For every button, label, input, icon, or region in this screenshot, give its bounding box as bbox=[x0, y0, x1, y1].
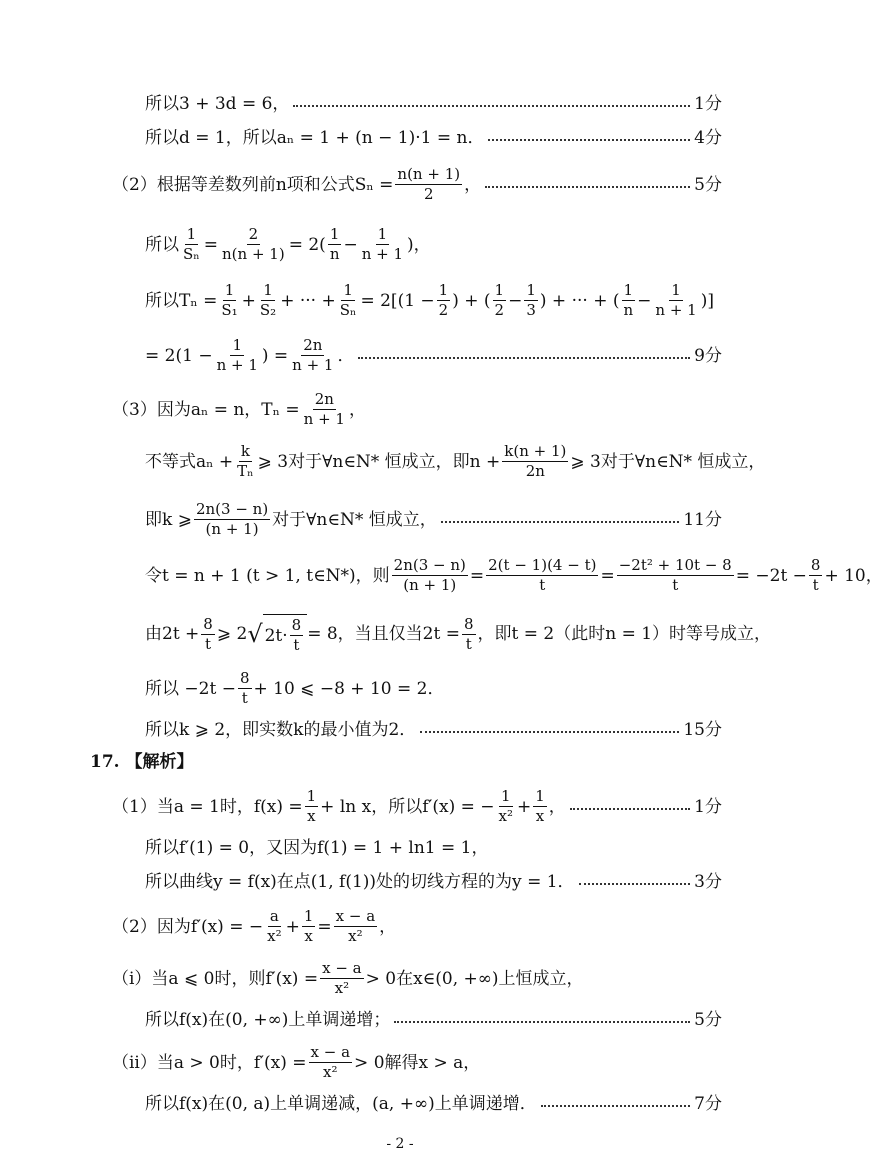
line-text: + ln x，所以f′(x) = − bbox=[320, 796, 495, 817]
solution-line bbox=[112, 166, 722, 204]
fraction bbox=[258, 282, 278, 320]
fraction bbox=[290, 337, 335, 375]
line-text: 所以f(x)在(0, a)上单调递减，(a, +∞)上单调递增． bbox=[145, 1094, 537, 1114]
line-text: ) + ( bbox=[452, 290, 491, 311]
square-root bbox=[247, 614, 307, 655]
line-text: − bbox=[508, 290, 523, 311]
fraction-numerator: 8 bbox=[201, 616, 215, 635]
line-text: ) + ··· + ( bbox=[539, 290, 620, 311]
fraction-denominator: t bbox=[672, 576, 679, 595]
fraction-numerator: 1 bbox=[302, 908, 316, 927]
fraction-denominator: (n + 1) bbox=[205, 520, 259, 539]
fraction-denominator: n + 1 bbox=[292, 356, 334, 375]
leader-dots bbox=[579, 883, 691, 885]
leader-dots bbox=[358, 357, 690, 359]
fraction-denominator: Sₙ bbox=[339, 301, 357, 320]
fraction-denominator: t bbox=[205, 634, 212, 653]
solution-line bbox=[145, 872, 722, 892]
line-text: （2）根据等差数列前n项和公式Sₙ = bbox=[112, 174, 394, 195]
line-text: 17. 【解析】 bbox=[90, 752, 194, 772]
leader-dots bbox=[441, 521, 680, 523]
fraction-numerator: x − a bbox=[320, 960, 364, 979]
solution-line bbox=[145, 557, 883, 595]
line-text: = bbox=[469, 565, 485, 586]
solution-line bbox=[145, 720, 722, 740]
solution-line bbox=[145, 337, 722, 375]
fraction-numerator: 8 bbox=[462, 616, 476, 635]
fraction bbox=[497, 788, 515, 826]
fraction-numerator: 1 bbox=[230, 337, 244, 356]
fraction bbox=[533, 788, 547, 826]
solution-line bbox=[145, 838, 488, 858]
line-text: ⩾ 2 bbox=[216, 624, 248, 645]
fraction bbox=[437, 282, 451, 320]
fraction-numerator: 1 bbox=[185, 226, 199, 245]
fraction bbox=[219, 282, 239, 320]
solution-line bbox=[145, 614, 771, 655]
line-text: + 10， bbox=[824, 565, 883, 586]
fraction-denominator: x² bbox=[498, 807, 513, 826]
solution-line bbox=[145, 443, 765, 481]
fraction-denominator: 3 bbox=[526, 301, 536, 320]
fraction-denominator: x² bbox=[267, 927, 282, 946]
fraction-numerator: 1 bbox=[499, 788, 513, 807]
fraction-denominator: 2 bbox=[423, 185, 434, 204]
line-text: )] bbox=[700, 290, 714, 311]
fraction bbox=[462, 616, 476, 654]
fraction-numerator: 8 bbox=[290, 617, 304, 636]
score-mark: 5分 bbox=[694, 174, 722, 195]
line-text: = 2( bbox=[288, 234, 326, 255]
fraction bbox=[617, 557, 734, 595]
line-text: 令t = n + 1 (t > 1, t∈N*)，则 bbox=[145, 565, 390, 586]
line-text: 所以曲线y = f(x)在点(1, f(1))处的切线方程的为y = 1． bbox=[145, 872, 575, 892]
line-text: = 2[(1 − bbox=[360, 290, 435, 311]
fraction-denominator: n bbox=[623, 301, 634, 320]
solution-line bbox=[145, 670, 444, 708]
line-text: + bbox=[285, 916, 300, 937]
fraction-denominator: S₂ bbox=[259, 301, 277, 320]
fraction-numerator: 1 bbox=[376, 226, 390, 245]
fraction-numerator: 8 bbox=[809, 557, 823, 576]
fraction-numerator: n(n + 1) bbox=[395, 166, 462, 185]
fraction bbox=[201, 616, 215, 654]
fraction bbox=[215, 337, 260, 375]
score-mark: 1分 bbox=[694, 796, 722, 817]
fraction-denominator: n + 1 bbox=[303, 410, 345, 429]
line-text: ， bbox=[379, 916, 397, 937]
line-text: > 0在x∈(0, +∞)上恒成立， bbox=[365, 968, 584, 989]
fraction-denominator: 2 bbox=[438, 301, 449, 320]
fraction bbox=[621, 282, 635, 320]
fraction-numerator: x − a bbox=[334, 908, 378, 927]
fraction bbox=[309, 1044, 353, 1082]
fraction-denominator: 2n bbox=[525, 462, 545, 481]
radical-sign: √ bbox=[247, 620, 263, 649]
line-text: 不等式aₙ + bbox=[145, 451, 234, 472]
fraction bbox=[334, 908, 378, 946]
line-text: （ii）当a > 0时，f′(x) = bbox=[112, 1052, 307, 1073]
fraction-numerator: 1 bbox=[261, 282, 275, 301]
solution-line bbox=[145, 501, 722, 539]
line-text: = −2t − bbox=[735, 565, 807, 586]
score-mark: 1分 bbox=[694, 94, 722, 114]
line-text: + bbox=[516, 796, 532, 817]
line-text: = 8，当且仅当2t = bbox=[307, 624, 460, 645]
fraction bbox=[360, 226, 405, 264]
fraction-numerator: −2t² + 10t − 8 bbox=[617, 557, 734, 576]
score-mark: 4分 bbox=[694, 128, 722, 148]
line-text: 所以3 + 3d = 6， bbox=[145, 94, 290, 114]
line-text: 即k ⩾ bbox=[145, 509, 192, 530]
line-text: − bbox=[637, 290, 652, 311]
score-mark: 5分 bbox=[694, 1010, 722, 1030]
fraction bbox=[220, 226, 287, 264]
score-mark: 9分 bbox=[694, 345, 722, 366]
fraction-numerator: 2n bbox=[313, 391, 336, 410]
line-text: − bbox=[343, 234, 358, 255]
line-text: （i）当a ⩽ 0时，则f′(x) = bbox=[112, 968, 319, 989]
line-text: 所以 bbox=[145, 234, 179, 255]
fraction-denominator: n bbox=[329, 245, 340, 264]
fraction-denominator: n + 1 bbox=[655, 301, 697, 320]
solution-line bbox=[112, 908, 396, 946]
leader-dots bbox=[570, 808, 690, 810]
fraction-numerator: 2 bbox=[247, 226, 261, 245]
line-text: （2）因为f′(x) = − bbox=[112, 916, 264, 937]
fraction-numerator: 2(t − 1)(4 − t) bbox=[486, 557, 598, 576]
fraction-denominator: n(n + 1) bbox=[222, 245, 285, 264]
fraction-denominator: Sₙ bbox=[183, 245, 200, 264]
line-text: 所以f(x)在(0, +∞)上单调递增； bbox=[145, 1010, 391, 1030]
solution-line bbox=[145, 282, 714, 320]
line-text: 由2t + bbox=[145, 624, 200, 645]
fraction-denominator: t bbox=[465, 634, 472, 653]
fraction-numerator: 2n(3 − n) bbox=[392, 557, 468, 576]
fraction-numerator: 1 bbox=[524, 282, 538, 301]
solution-line bbox=[112, 1044, 480, 1082]
leader-dots bbox=[485, 186, 690, 188]
leader-dots bbox=[488, 139, 690, 141]
fraction-numerator: 2n(3 − n) bbox=[194, 501, 270, 520]
fraction-denominator: t bbox=[812, 576, 819, 595]
fraction-denominator: 2 bbox=[494, 301, 505, 320]
line-text: ． bbox=[337, 345, 355, 366]
fraction-numerator: 1 bbox=[622, 282, 636, 301]
line-text: > 0解得x > a， bbox=[354, 1052, 481, 1073]
fraction-numerator: 1 bbox=[328, 226, 342, 245]
fraction bbox=[194, 501, 270, 539]
fraction bbox=[653, 282, 698, 320]
problem-heading bbox=[90, 752, 194, 772]
fraction-numerator: x − a bbox=[309, 1044, 353, 1063]
fraction-denominator: t bbox=[293, 636, 300, 655]
fraction-numerator: k(n + 1) bbox=[502, 443, 568, 462]
line-text: 所以k ⩾ 2，即实数k的最小值为2． bbox=[145, 720, 417, 740]
line-text: （3）因为aₙ = n，Tₙ = bbox=[112, 399, 300, 420]
line-text: 所以 −2t − bbox=[145, 678, 236, 699]
fraction-numerator: 1 bbox=[533, 788, 547, 807]
fraction bbox=[328, 226, 342, 264]
fraction-denominator: n + 1 bbox=[361, 245, 404, 264]
fraction bbox=[305, 788, 319, 826]
line-text: （1）当a = 1时，f(x) = bbox=[112, 796, 303, 817]
fraction-denominator: x bbox=[304, 927, 313, 946]
line-text: 对于∀n∈N* 恒成立， bbox=[272, 509, 437, 530]
line-text: = bbox=[203, 234, 219, 255]
line-text: ， bbox=[464, 174, 482, 195]
line-text: = 2(1 − bbox=[145, 345, 213, 366]
fraction bbox=[238, 670, 252, 708]
solution-line bbox=[145, 1094, 722, 1114]
fraction-denominator: x² bbox=[348, 927, 363, 946]
fraction bbox=[290, 617, 304, 655]
line-text: ⩾ 3对于∀n∈N* 恒成立，即n + bbox=[257, 451, 501, 472]
fraction-numerator: 1 bbox=[305, 788, 319, 807]
fraction-denominator: S₁ bbox=[221, 301, 238, 320]
solution-line bbox=[112, 391, 366, 429]
fraction-numerator: 1 bbox=[669, 282, 683, 301]
page-number: - 2 - bbox=[386, 1136, 414, 1152]
score-mark: 3分 bbox=[694, 872, 722, 892]
fraction bbox=[392, 557, 468, 595]
fraction bbox=[235, 443, 256, 481]
fraction-numerator: a bbox=[268, 908, 281, 927]
line-text: 2t· bbox=[264, 625, 288, 646]
score-mark: 11分 bbox=[683, 509, 722, 530]
solution-line bbox=[112, 960, 584, 998]
fraction-denominator: (n + 1) bbox=[403, 576, 457, 595]
leader-dots bbox=[394, 1021, 690, 1023]
fraction bbox=[493, 282, 507, 320]
fraction-numerator: 1 bbox=[493, 282, 507, 301]
solution-line bbox=[145, 94, 722, 114]
solution-line bbox=[112, 788, 722, 826]
fraction bbox=[809, 557, 823, 595]
line-text: ， bbox=[548, 796, 566, 817]
fraction bbox=[338, 282, 359, 320]
line-text: = bbox=[600, 565, 615, 586]
fraction-denominator: x bbox=[307, 807, 316, 826]
line-text: ) = bbox=[261, 345, 289, 366]
fraction bbox=[524, 282, 538, 320]
line-text: 所以Tₙ = bbox=[145, 290, 218, 311]
fraction bbox=[320, 960, 364, 998]
leader-dots bbox=[541, 1105, 690, 1107]
fraction-numerator: 2n bbox=[301, 337, 324, 356]
fraction-numerator: 8 bbox=[238, 670, 252, 689]
score-mark: 15分 bbox=[683, 720, 722, 740]
line-text: ⩾ 3对于∀n∈N* 恒成立， bbox=[570, 451, 766, 472]
fraction-denominator: x² bbox=[323, 1063, 338, 1082]
line-text: = bbox=[317, 916, 332, 937]
fraction-numerator: 1 bbox=[437, 282, 451, 301]
leader-dots bbox=[420, 731, 679, 733]
line-text: 所以f′(1) = 0，又因为f(1) = 1 + ln1 = 1， bbox=[145, 838, 489, 858]
fraction bbox=[302, 391, 347, 429]
line-text: + bbox=[241, 290, 256, 311]
line-text: + 10 ⩽ −8 + 10 = 2． bbox=[253, 678, 445, 699]
fraction-numerator: k bbox=[239, 443, 252, 462]
line-text: )， bbox=[407, 234, 431, 255]
fraction-denominator: x² bbox=[334, 979, 350, 998]
fraction-denominator: n + 1 bbox=[216, 356, 258, 375]
fraction-denominator: t bbox=[241, 689, 248, 708]
solution-line bbox=[145, 226, 431, 264]
solution-line bbox=[145, 1010, 722, 1030]
fraction bbox=[265, 908, 283, 946]
solution-line bbox=[145, 128, 722, 148]
fraction-numerator: 1 bbox=[223, 282, 237, 301]
fraction-numerator: 1 bbox=[341, 282, 355, 301]
fraction bbox=[502, 443, 568, 481]
fraction bbox=[181, 226, 202, 264]
fraction bbox=[302, 908, 316, 946]
line-text: ， bbox=[348, 399, 366, 420]
line-text: ，即t = 2（此时n = 1）时等号成立， bbox=[477, 624, 772, 645]
fraction-denominator: t bbox=[539, 576, 546, 595]
fraction-denominator: Tₙ bbox=[237, 462, 254, 481]
score-mark: 7分 bbox=[694, 1094, 722, 1114]
fraction bbox=[486, 557, 598, 595]
fraction bbox=[395, 166, 462, 204]
leader-dots bbox=[293, 105, 690, 107]
fraction-denominator: x bbox=[535, 807, 545, 826]
line-text: 所以d = 1，所以aₙ = 1 + (n − 1)·1 = n． bbox=[145, 128, 485, 148]
line-text: + ··· + bbox=[280, 290, 336, 311]
radicand bbox=[263, 614, 308, 655]
